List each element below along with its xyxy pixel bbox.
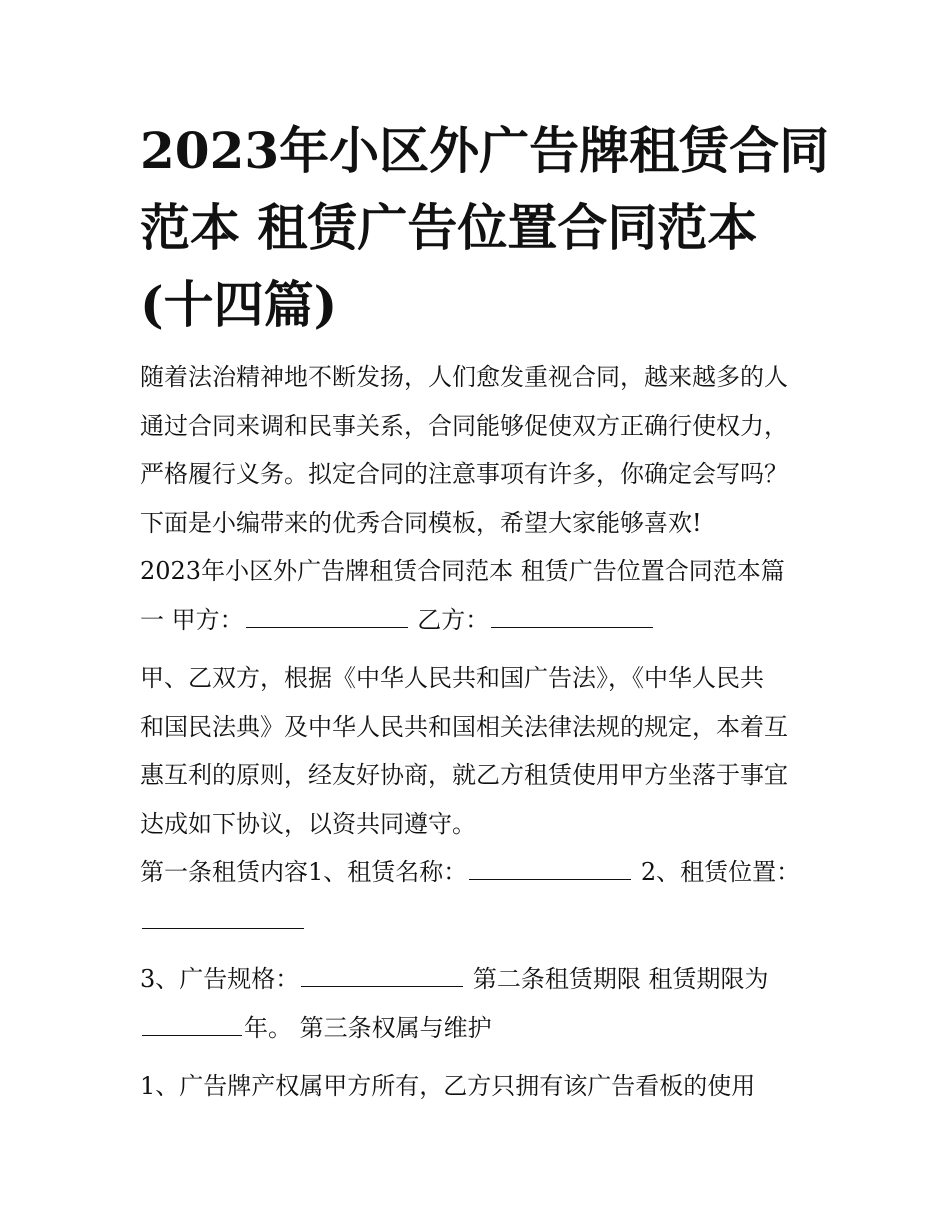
party-a-label: 一 甲方： bbox=[140, 605, 244, 634]
preamble-line: 甲、乙双方，根据《中华人民共和国广告法》，《中华人民共 bbox=[140, 664, 764, 692]
lease-term-end: 年。 第三条权属与维护 bbox=[244, 1013, 492, 1042]
title-line-1: 2023年小区外广告牌租赁合同 bbox=[140, 121, 830, 180]
intro-line: 下面是小编带来的优秀合同模板，希望大家能够喜欢! bbox=[140, 508, 702, 537]
ad-spec-blank[interactable] bbox=[301, 968, 463, 987]
intro-line: 严格履行义务。拟定合同的注意事项有许多，你确定会写吗？ bbox=[140, 460, 788, 488]
ownership-paragraph bbox=[140, 1062, 830, 1111]
preamble-line: 和国民法典》及中华人民共和国相关法律法规的规定，本着互 bbox=[140, 712, 788, 741]
party-b-blank[interactable] bbox=[491, 609, 653, 628]
intro-line: 通过合同来调和民事关系，合同能够促使双方正确行使权力， bbox=[140, 411, 788, 440]
ownership-line: 1、广告牌产权属甲方所有，乙方只拥有该广告看板的使用 bbox=[140, 1072, 756, 1100]
clause-1 bbox=[140, 848, 830, 945]
clause-1-location-label: 2、租赁位置： bbox=[633, 858, 801, 886]
intro-paragraph bbox=[140, 353, 830, 547]
lease-term-label: 第二条租赁期限 租赁期限为 bbox=[465, 965, 769, 993]
preamble-line: 惠互利的原则，经友好协商，就乙方租赁使用甲方坐落于事宜 bbox=[140, 761, 788, 789]
party-a-blank[interactable] bbox=[246, 609, 408, 628]
title-line-2: 范本 租赁广告位置合同范本 bbox=[140, 198, 758, 257]
intro-line: 随着法治精神地不断发扬，人们愈发重视合同，越来越多的人 bbox=[140, 363, 788, 391]
section-heading bbox=[140, 547, 830, 644]
clause-3 bbox=[140, 955, 830, 1052]
clause-1-name-label: 第一条租赁内容1、租赁名称： bbox=[140, 858, 468, 886]
ad-spec-label: 3、广告规格： bbox=[140, 965, 300, 993]
preamble-line: 达成如下协议，以资共同遵守。 bbox=[140, 809, 476, 838]
lease-years-blank[interactable] bbox=[142, 1017, 242, 1036]
section-heading-text: 2023年小区外广告牌租赁合同范本 租赁广告位置合同范本篇 bbox=[140, 557, 785, 585]
document-title bbox=[140, 112, 830, 343]
preamble-paragraph bbox=[140, 654, 830, 848]
lease-location-blank[interactable] bbox=[142, 910, 304, 929]
title-line-3: (十四篇) bbox=[140, 275, 338, 334]
document-page bbox=[140, 112, 830, 1111]
party-b-label: 乙方： bbox=[409, 605, 490, 634]
lease-name-blank[interactable] bbox=[469, 861, 631, 880]
